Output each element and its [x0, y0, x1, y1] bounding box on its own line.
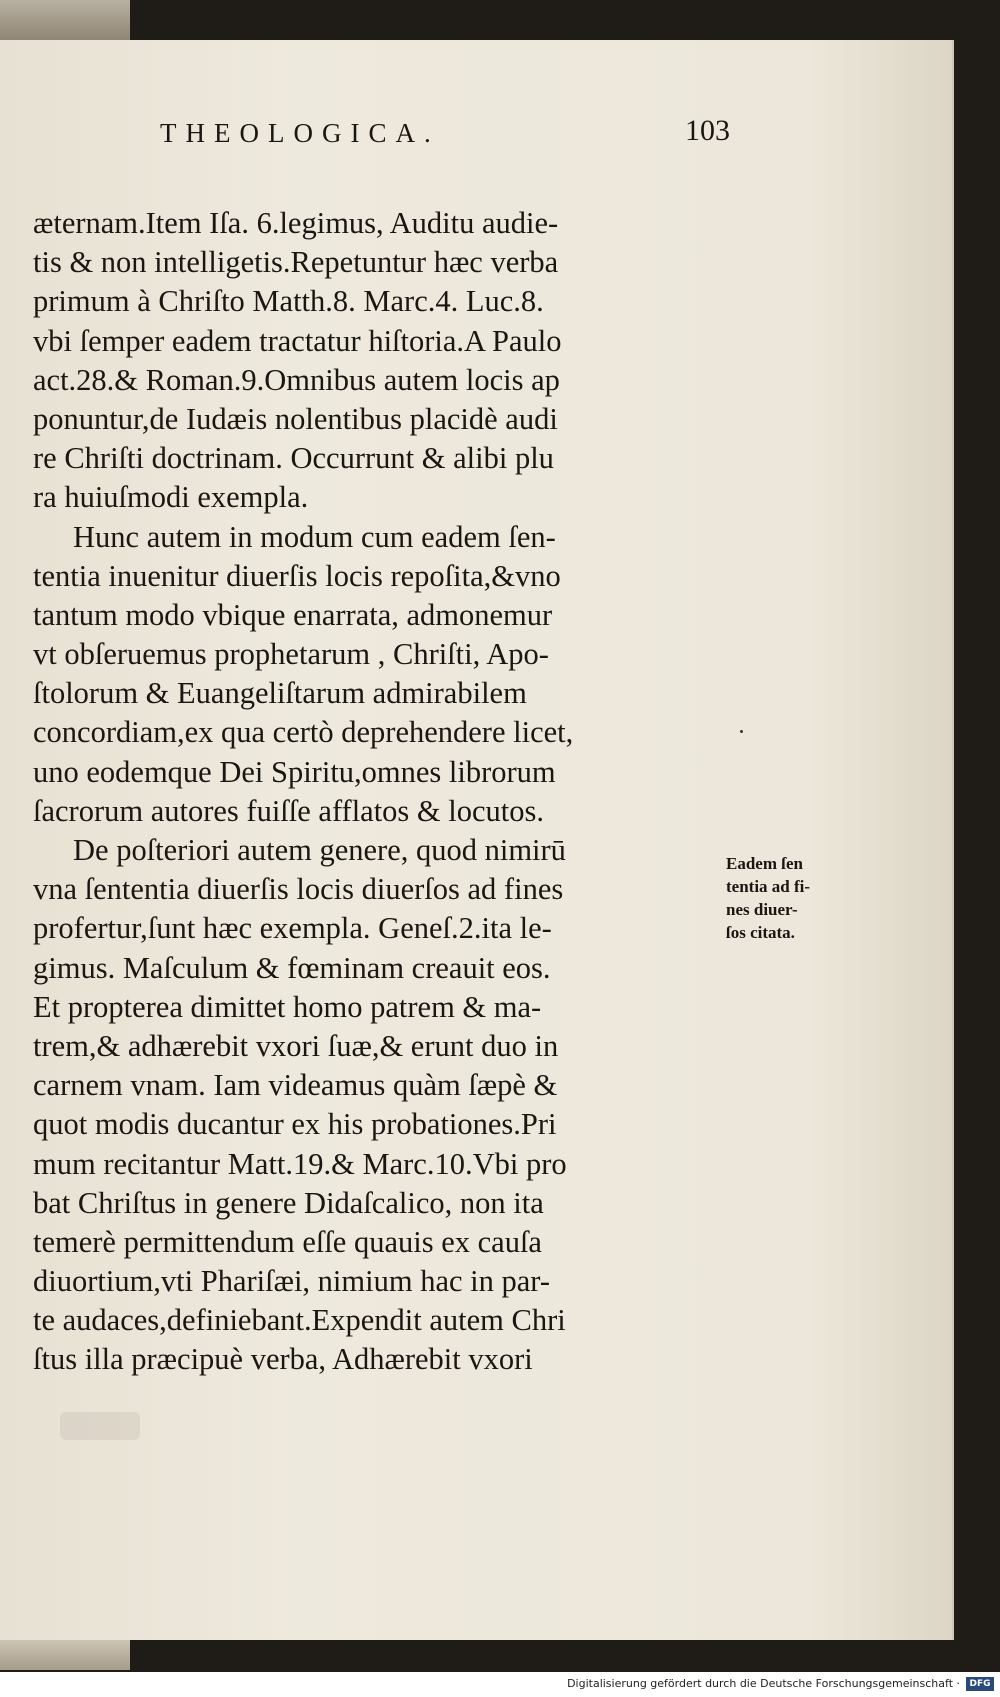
marginal-note-line: ſos citata.: [726, 923, 795, 942]
funding-credit: Digitalisierung gefördert durch die Deutsche Forschungsgemeinschaft ·: [567, 1677, 960, 1690]
digitization-footer: [0, 1672, 1000, 1697]
text-line: tentia inuenitur diuerſis locis repoſita,&vno: [33, 558, 561, 593]
adjacent-page-edge-bottom: [0, 1640, 130, 1670]
page-header: [150, 114, 730, 158]
text-line: quot modis ducantur ex his probationes.Pri: [33, 1107, 557, 1142]
text-line: ſtolorum & Euangeliſtarum admirabilem: [33, 676, 527, 711]
marginal-note-line: tentia ad fi-: [726, 877, 811, 896]
text-line: æternam.Item Iſa. 6.legimus, Auditu audie-: [33, 206, 559, 240]
book-page: [0, 40, 954, 1640]
text-line: uno eodemque Dei Spiritu,omnes librorum: [33, 754, 556, 789]
ink-bleed-stain: [60, 1412, 140, 1440]
text-line: ſtus illa præcipuè verba, Adhærebit vxori: [33, 1342, 533, 1377]
marginal-note: [726, 852, 826, 944]
text-line: diuortium,vti Phariſæi, nimium hac in par-: [33, 1264, 550, 1299]
text-line: ſacrorum autores fuiſſe afflatos & locutos.: [33, 793, 545, 828]
marginal-note-line: nes diuer-: [726, 900, 798, 919]
text-line: vt obſeruemus prophetarum , Chriſti, Apo-: [33, 637, 549, 672]
margin-mark: [740, 730, 743, 733]
text-line: ra huiuſmodi exempla.: [33, 480, 309, 515]
body-text: [33, 204, 723, 1380]
text-line: tantum modo vbique enarrata, admonemur: [33, 597, 553, 632]
page-number: 103: [685, 114, 730, 147]
dfg-logo: DFG: [966, 1677, 994, 1691]
text-line: tis & non intelligetis.Repetuntur hæc verba: [33, 245, 559, 280]
text-line: te audaces,definiebant.Expendit autem Chri: [33, 1303, 566, 1338]
running-head: THEOLOGICA.: [160, 118, 440, 148]
text-line: act.28.& Roman.9.Omnibus autem locis ap: [33, 362, 560, 397]
text-line: temerè permittendum eſſe quauis ex cauſa: [33, 1224, 542, 1259]
text-line: ponuntur,de Iudæis nolentibus placidè audi: [33, 401, 558, 436]
text-line: carnem vnam. Iam videamus quàm ſæpè &: [33, 1068, 558, 1103]
text-line: concordiam,ex qua certò deprehendere licet,: [33, 715, 574, 750]
text-line: primum à Chriſto Matth.8. Marc.4. Luc.8.: [33, 284, 544, 319]
paragraph-start-line: Hunc autem in modum cum eadem ſen-: [73, 519, 556, 554]
text-line: trem,& adhærebit vxori ſuæ,& erunt duo in: [33, 1028, 559, 1063]
text-line: profertur,ſunt hæc exempla. Geneſ.2.ita le-: [33, 911, 552, 946]
text-line: re Chriſti doctrinam. Occurrunt & alibi plu: [33, 441, 554, 476]
paragraph-start-line: De poſteriori autem genere, quod nimirū: [73, 833, 566, 867]
text-line: vbi ſemper eadem tractatur hiſtoria.A Paulo: [33, 323, 562, 358]
text-line: mum recitantur Matt.19.& Marc.10.Vbi pro: [33, 1146, 567, 1181]
marginal-note-line: Eadem ſen: [726, 854, 803, 873]
text-line: bat Chriſtus in genere Didaſcalico, non ita: [33, 1185, 544, 1220]
text-line: Et propterea dimittet homo patrem & ma-: [33, 989, 542, 1024]
text-line: vna ſententia diuerſis locis diuerſos ad fines: [33, 872, 564, 907]
text-line: gimus. Maſculum & fœminam creauit eos.: [33, 950, 551, 985]
